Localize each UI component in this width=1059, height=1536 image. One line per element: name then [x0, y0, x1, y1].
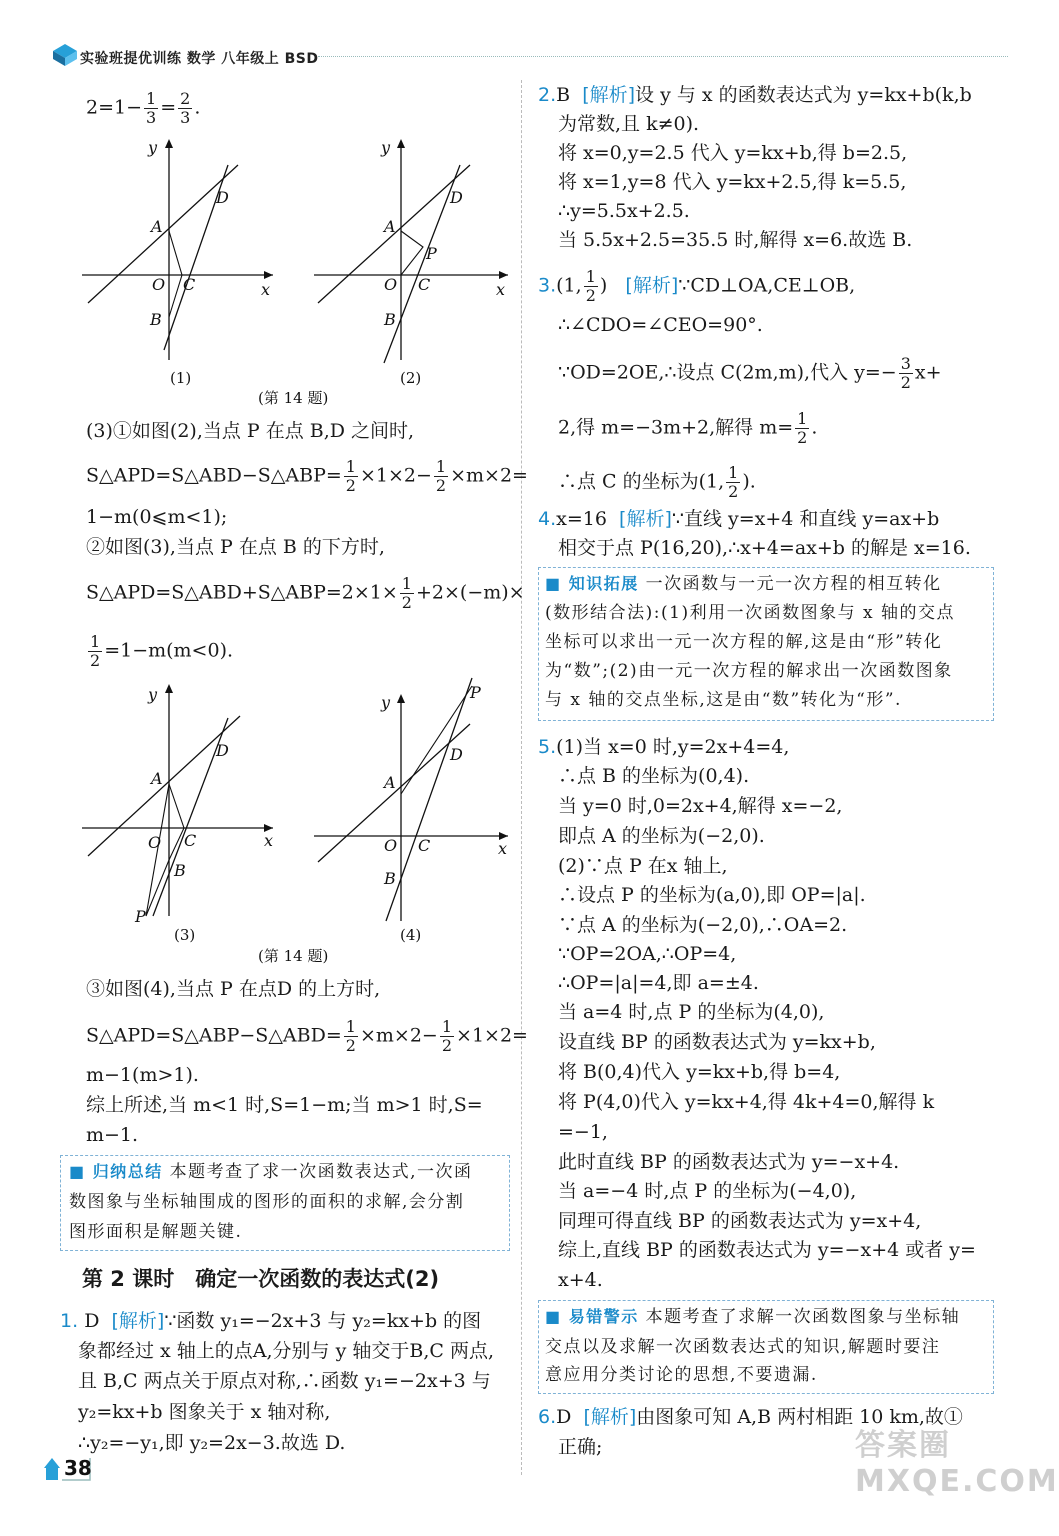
svg-text:(2): (2)	[400, 369, 422, 387]
q5-line-13: 将 P(4,0)代入 y=kx+4,得 4k+4=0,解得 k	[558, 1091, 935, 1113]
q5-line-2: ∴点 B 的坐标为(0,4).	[558, 765, 750, 787]
svg-text:D: D	[450, 188, 463, 207]
svg-text:x: x	[498, 839, 508, 858]
q5-line-1: 5.(1)当 x=0 时,y=2x+4=4,	[538, 736, 790, 758]
svg-text:D: D	[450, 745, 463, 764]
q3-line-5: ∴点 C 的坐标为(1, $\frac{1}{2}$ ).	[558, 463, 756, 501]
q5-line-19: x+4.	[558, 1269, 603, 1291]
text-p3-6: $\frac{1}{2}$ =1−m(m<0).	[90, 632, 234, 670]
q5-line-18: 综上,直线 BP 的函数表达式为 y=−x+4 或者 y=	[558, 1239, 976, 1261]
svg-text:D: D	[216, 741, 229, 760]
svg-text:x: x	[264, 831, 274, 850]
q6-line-1: 6.D [解析]由图象可知 A,B 两村相距 10 km,故①	[538, 1406, 963, 1428]
svg-text:P: P	[135, 907, 146, 926]
text-p3-5: S△APD=S△ABD+S△ABP=2×1× $\frac{1}{2}$ +2×(−m)×	[86, 574, 525, 612]
svg-text:y: y	[381, 138, 391, 157]
q1-line-3: 且 B,C 两点关于原点对称,∴函数 y₁=−2x+3 与	[78, 1370, 491, 1392]
q4-line-1: 4.x=16 [解析]∵直线 y=x+4 和直线 y=ax+b	[538, 508, 940, 530]
svg-text:P: P	[470, 683, 481, 702]
graph-2	[314, 138, 508, 387]
q1-line-5: ∴y₂=−y₁,即 y₂=2x−3.故选 D.	[78, 1432, 346, 1454]
graph-3	[82, 684, 273, 944]
svg-text:A: A	[384, 773, 396, 792]
eq-line-1: 2=1− $\frac{1}{3}$ = $\frac{2}{3}$ .	[86, 89, 201, 127]
q5-line-8: ∵OP=2OA,∴OP=4,	[558, 943, 737, 965]
header-title: 实验班提优训练 数学 八年级上 BSD	[80, 51, 319, 67]
svg-text:O: O	[384, 275, 398, 294]
section-title: 第 2 课时 确定一次函数的表达式(2)	[82, 1267, 440, 1291]
q3-line-3: ∵OD=2OE,∴设点 C(2m,m),代入 y=− $\frac{3}{2}$ x+	[558, 354, 942, 392]
figure-14-bottom	[78, 676, 518, 966]
svg-text:y: y	[148, 685, 158, 704]
text-p3-7: ③如图(4),当点 P 在点D 的上方时,	[86, 978, 381, 1000]
svg-text:C: C	[418, 836, 431, 855]
svg-text:B: B	[384, 310, 396, 329]
svg-text:y: y	[381, 693, 391, 712]
svg-text:(3): (3)	[174, 926, 196, 944]
q5-line-6: ∴设点 P 的坐标为(a,0),即 OP=|a|.	[558, 884, 866, 906]
q5-line-15: 此时直线 BP 的函数表达式为 y=−x+4.	[558, 1151, 900, 1173]
summary-box: ■ 归纳总结 本题考查了求一次函数表达式,一次函 数图象与坐标轴围成的图形的面积的求解,会分割 图形面积是解题关键.	[60, 1155, 510, 1251]
svg-text:B: B	[150, 310, 162, 329]
knowledge-box: ■ 知识拓展 一次函数与一元一次方程的相互转化 (数形结合法):(1)利用一次函数图象与 x 轴的交点 坐标可以求出一元一次方程的解,这是由“形”转化 为“数”;(2)由一元一次方程的解求出一次函数图象 与 x 轴的交点坐标,这是由“数”转化为“形”.	[538, 567, 994, 721]
svg-text:O: O	[152, 275, 166, 294]
text-p3-9: m−1(m>1).	[86, 1064, 199, 1086]
q5-line-16: 当 a=−4 时,点 P 的坐标为(−4,0),	[558, 1180, 857, 1202]
q5-line-9: ∴OP=|a|=4,即 a=±4.	[558, 972, 759, 994]
q5-line-10: 当 a=4 时,点 P 的坐标为(4,0),	[558, 1001, 825, 1023]
q5-line-7: ∵点 A 的坐标为(−2,0),∴OA=2.	[558, 914, 848, 936]
svg-text:C: C	[418, 275, 431, 294]
q5-line-17: 同理可得直线 BP 的函数表达式为 y=x+4,	[558, 1210, 922, 1232]
text-p3-10: 综上所述,当 m<1 时,S=1−m;当 m>1 时,S=	[86, 1094, 483, 1116]
svg-text:(第 14 题): (第 14 题)	[258, 947, 329, 965]
svg-text:A: A	[384, 217, 396, 236]
svg-text:(1): (1)	[170, 369, 192, 387]
text-p3-4: ②如图(3),当点 P 在点 B 的下方时,	[86, 536, 385, 558]
svg-text:B: B	[174, 861, 186, 880]
q5-line-5: (2)∵点 P 在x 轴上,	[558, 855, 728, 877]
svg-text:C: C	[183, 275, 196, 294]
svg-text:D: D	[216, 188, 229, 207]
watermark: 答案圈 MXQE.COM	[855, 1428, 1059, 1499]
q2-line-3: 将 x=0,y=2.5 代入 y=kx+b,得 b=2.5,	[558, 142, 908, 164]
q2-line-5: ∴y=5.5x+2.5.	[558, 200, 690, 222]
text-p3-1: (3)①如图(2),当点 P 在点 B,D 之间时,	[86, 420, 415, 442]
svg-text:y: y	[148, 138, 158, 157]
page-number: 38	[42, 1454, 94, 1484]
svg-text:B: B	[384, 869, 396, 888]
svg-text:O: O	[384, 836, 398, 855]
svg-text:A: A	[151, 217, 163, 236]
svg-text:x: x	[261, 280, 271, 299]
q1-line-1: 1. D [解析]∵函数 y₁=−2x+3 与 y₂=kx+b 的图	[60, 1310, 482, 1332]
column-divider	[521, 80, 522, 1475]
svg-text:P: P	[426, 244, 437, 263]
q3-line-1: 3.(1, $\frac{1}{2}$ ) [解析]∵CD⊥OA,CE⊥OB,	[538, 267, 856, 305]
graph-1	[82, 138, 273, 387]
graph-4	[314, 678, 508, 944]
q5-line-4: 即点 A 的坐标为(−2,0).	[558, 825, 765, 847]
q2-line-1: 2.B [解析]设 y 与 x 的函数表达式为 y=kx+b(k,b	[538, 84, 972, 106]
q3-line-4: 2,得 m=−3m+2,解得 m= $\frac{1}{2}$ .	[558, 409, 818, 447]
q5-line-3: 当 y=0 时,0=2x+4,解得 x=−2,	[558, 795, 843, 817]
q6-line-2: 正确;	[558, 1436, 603, 1458]
q5-line-12: 将 B(0,4)代入 y=kx+b,得 b=4,	[558, 1061, 841, 1083]
q5-line-11: 设直线 BP 的函数表达式为 y=kx+b,	[558, 1031, 876, 1053]
svg-text:x: x	[496, 280, 506, 299]
svg-text:A: A	[151, 769, 163, 788]
q2-line-2: 为常数,且 k≠0).	[558, 113, 700, 135]
q2-line-6: 当 5.5x+2.5=35.5 时,解得 x=6.故选 B.	[558, 229, 913, 251]
q2-line-4: 将 x=1,y=8 代入 y=kx+2.5,得 k=5.5,	[558, 171, 907, 193]
svg-text:(4): (4)	[400, 926, 422, 944]
q1-line-4: y₂=kx+b 图象关于 x 轴对称,	[78, 1401, 331, 1423]
text-p3-8: S△APD=S△ABP−S△ABD= $\frac{1}{2}$ ×m×2− $\frac{1}{2}$ ×1×2=	[86, 1017, 528, 1055]
svg-text:C: C	[184, 831, 197, 850]
header-divider	[318, 56, 1008, 57]
text-p3-11: m−1.	[86, 1124, 139, 1146]
book-logo-icon	[52, 42, 78, 68]
q1-line-2: 象都经过 x 轴上的点A,分别与 y 轴交于B,C 两点,	[78, 1340, 494, 1362]
svg-text:(第 14 题): (第 14 题)	[258, 389, 329, 407]
text-p3-2: S△APD=S△ABD−S△ABP= $\frac{1}{2}$ ×1×2− $\frac{1}{2}$ ×m×2=	[86, 457, 528, 495]
svg-text:O: O	[148, 833, 162, 852]
q4-line-2: 相交于点 P(16,20),∴x+4=ax+b 的解是 x=16.	[558, 537, 971, 559]
text-p3-3: 1−m(0⩽m<1);	[86, 506, 228, 528]
figure-14-top	[78, 135, 518, 410]
page-header	[0, 0, 1037, 75]
q3-line-2: ∴∠CDO=∠CEO=90°.	[558, 314, 763, 336]
q5-line-14: =−1,	[558, 1121, 608, 1143]
warning-box: ■ 易错警示 本题考查了求解一次函数图象与坐标轴 交点以及求解一次函数表达式的知识,解题时要注 意应用分类讨论的思想,不要遗漏.	[538, 1300, 994, 1394]
